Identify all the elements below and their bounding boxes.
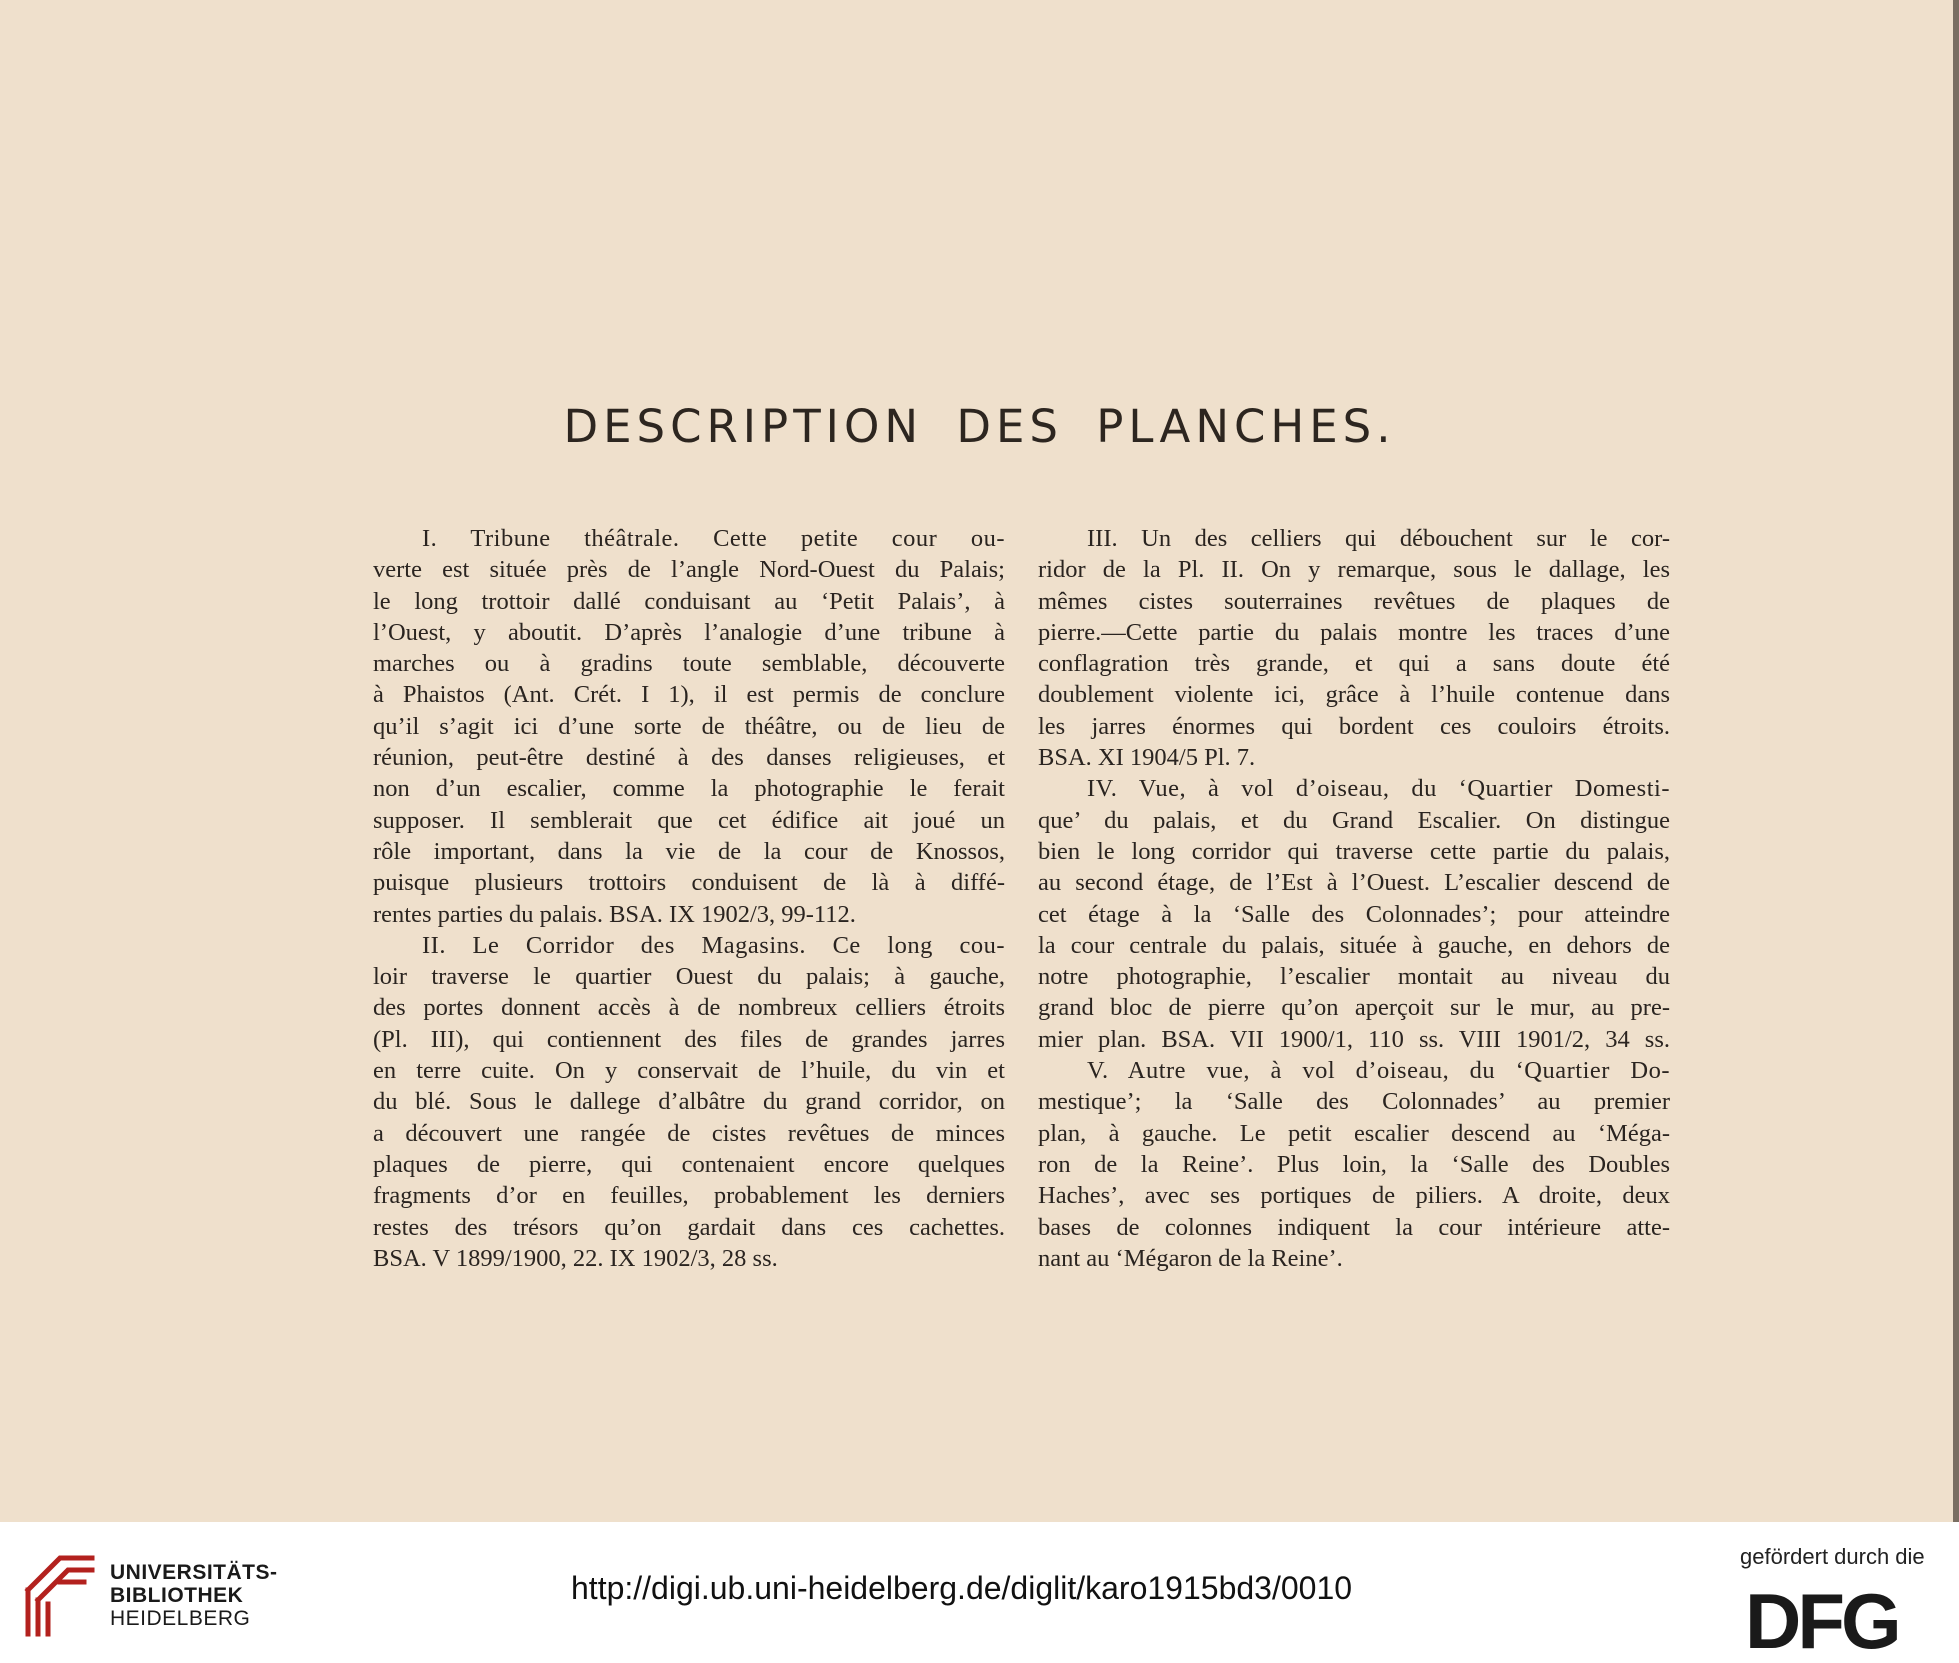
text-line: du blé. Sous le dallege d’albâtre du grand corridor, on [373, 1088, 1005, 1116]
text-line: réunion, peut-être destiné à des danses religieuses, et [373, 744, 1005, 772]
text-line: plaques de pierre, qui contenaient encore quelques [373, 1150, 1005, 1178]
text-line: a découvert une rangée de cistes revêtues de minces [373, 1119, 1005, 1147]
text-line: notre photographie, l’escalier montait au niveau du [1038, 963, 1670, 991]
text-line: (Pl. III), qui contiennent des files de grandes jarres [373, 1025, 1005, 1053]
text-line: mêmes cistes souterraines revêtues de plaques de [1038, 587, 1670, 615]
text-line: IV. Vue, à vol d’oiseau, du ‘Quartier Domesti- [1087, 775, 1670, 803]
text-line: fragments d’or en feuilles, probablement les derniers [373, 1182, 1005, 1210]
page-heading: DESCRIPTION DES PLANCHES. [563, 400, 1396, 453]
dfg-logo-text: DFG [1745, 1582, 1898, 1657]
permalink-url[interactable]: http://digi.ub.uni-heidelberg.de/diglit/karo1915bd3/0010 [571, 1570, 1353, 1606]
text-line: rentes parties du palais. BSA. IX 1902/3, 99-112. [373, 900, 856, 928]
text-line: supposer. Il semblerait que cet édifice ait joué un [373, 806, 1005, 834]
text-line: restes des trésors qu’on gardait dans ces cachettes. [373, 1213, 1005, 1241]
text-line: au second étage, de l’Est à l’Ouest. L’escalier descend de [1038, 869, 1670, 897]
text-line: II. Le Corridor des Magasins. Ce long cou- [422, 931, 1005, 959]
text-line: les jarres énormes qui bordent ces couloirs étroits. [1038, 712, 1670, 740]
funding-caption: gefördert durch die [1740, 1544, 1925, 1569]
text-line: III. Un des celliers qui débouchent sur le cor- [1087, 525, 1670, 552]
text-line: Haches’, avec ses portiques de piliers. A droite, deux [1038, 1182, 1670, 1210]
text-line: pierre.—Cette partie du palais montre les traces d’une [1038, 618, 1670, 646]
digitization-footer [0, 1522, 1959, 1663]
text-line: conflagration très grande, et qui a sans doute été [1038, 650, 1670, 678]
text-line: que’ du palais, et du Grand Escalier. On distingue [1038, 806, 1670, 834]
text-line: marches ou à gradins toute semblable, découverte [373, 650, 1005, 678]
text-line: I. Tribune théâtrale. Cette petite cour ou- [422, 525, 1005, 552]
text-line: ron de la Reine’. Plus loin, la ‘Salle des Doubles [1038, 1150, 1670, 1178]
text-line: à Phaistos (Ant. Crét. I 1), il est permis de conclure [373, 681, 1005, 709]
text-line: V. Autre vue, à vol d’oiseau, du ‘Quartier Do- [1087, 1057, 1670, 1085]
text-line: le long trottoir dallé conduisant au ‘Petit Palais’, à [373, 587, 1005, 615]
text-line: l’Ouest, y aboutit. D’après l’analogie d’une tribune à [373, 618, 1005, 646]
text-line: la cour centrale du palais, située à gauche, en dehors de [1038, 931, 1670, 959]
text-line: doublement violente ici, grâce à l’huile contenue dans [1038, 681, 1670, 709]
text-line: en terre cuite. On y conservait de l’huile, du vin et [373, 1057, 1005, 1085]
text-line: plan, à gauche. Le petit escalier descend au ‘Méga- [1038, 1119, 1670, 1147]
text-line: BSA. V 1899/1900, 22. IX 1902/3, 28 ss. [373, 1244, 778, 1272]
dfg-logo-icon [1745, 1582, 1930, 1657]
text-line: ridor de la Pl. II. On y remarque, sous le dallage, les [1038, 556, 1670, 584]
text-line: qu’il s’agit ici d’une sorte de théâtre, ou de lieu de [373, 712, 1005, 740]
right-text-column [1038, 523, 1670, 1274]
text-line: puisque plusieurs trottoirs conduisent de là à diffé- [373, 869, 1005, 897]
text-line: des portes donnent accès à de nombreux celliers étroits [373, 994, 1005, 1022]
text-line: BSA. XI 1904/5 Pl. 7. [1038, 744, 1256, 772]
text-line: mier plan. BSA. VII 1900/1, 110 ss. VIII 1901/2, 34 ss. [1038, 1025, 1670, 1053]
text-line: nant au ‘Mégaron de la Reine’. [1038, 1244, 1343, 1272]
text-line: mestique’; la ‘Salle des Colonnades’ au premier [1038, 1088, 1670, 1116]
library-name-line: HEIDELBERG [110, 1607, 251, 1630]
text-line: verte est située près de l’angle Nord-Ouest du Palais; [373, 556, 1005, 584]
text-line: bien le long corridor qui traverse cette partie du palais, [1038, 837, 1670, 865]
text-line: cet étage à la ‘Salle des Colonnades’; pour atteindre [1038, 900, 1670, 928]
text-line: grand bloc de pierre qu’on aperçoit sur le mur, au pre- [1038, 994, 1670, 1022]
left-text-column [373, 523, 1005, 1274]
text-line: loir traverse le quartier Ouest du palais; à gauche, [373, 963, 1005, 991]
library-name-line: BIBLIOTHEK [110, 1584, 244, 1607]
ub-heidelberg-logo-icon [20, 1542, 100, 1642]
text-line: rôle important, dans la vie de la cour de Knossos, [373, 837, 1005, 865]
text-line: bases de colonnes indiquent la cour intérieure atte- [1038, 1213, 1670, 1241]
library-name-line: UNIVERSITÄTS- [110, 1561, 278, 1584]
text-line: non d’un escalier, comme la photographie le ferait [373, 775, 1005, 803]
